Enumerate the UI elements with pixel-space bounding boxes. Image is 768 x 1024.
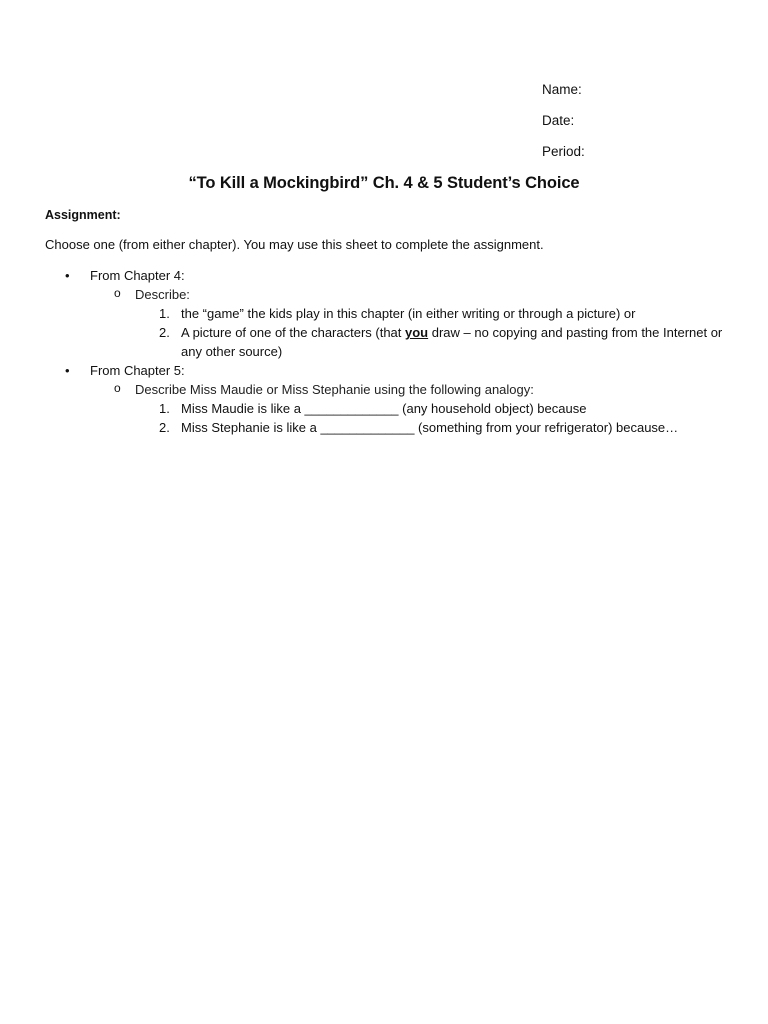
- list-item-chapter4-option2: [45, 323, 735, 361]
- chapter4-option2-text: [181, 323, 735, 361]
- list-item-chapter4-option1: [45, 304, 735, 323]
- assignment-heading: Assignment:: [45, 208, 121, 222]
- chapter4-sub-text: Describe:: [135, 287, 190, 302]
- list-item-chapter4: [45, 266, 735, 285]
- list-item-chapter5-option1: [45, 399, 735, 418]
- assignment-options-list: [45, 266, 735, 437]
- chapter4-heading: From Chapter 4:: [90, 268, 185, 283]
- option-number: 1.: [159, 306, 170, 321]
- bullet-icon: •: [65, 363, 70, 378]
- option2-text-before: A picture of one of the characters (that: [181, 325, 406, 340]
- assignment-intro: Choose one (from either chapter). You may use this sheet to complete the assignment.: [45, 237, 544, 252]
- page-title: “To Kill a Mockingbird” Ch. 4 & 5 Student’s Choice: [188, 174, 580, 192]
- option-number: 1.: [159, 401, 170, 416]
- period-label: Period:: [542, 144, 585, 159]
- chapter5-option1-text: Miss Maudie is like a _____________ (any household object) because: [181, 401, 587, 416]
- option2-text-after: draw – no copying and pasting from the Internet or any other source): [181, 325, 723, 359]
- bullet-icon: •: [65, 268, 70, 283]
- chapter4-option1-text: the “game” the kids play in this chapter (in either writing or through a picture) or: [181, 306, 636, 321]
- chapter5-sub-text: Describe Miss Maudie or Miss Stephanie using the following analogy:: [135, 382, 534, 397]
- sub-bullet-icon: o: [114, 381, 121, 395]
- chapter5-option2-text: Miss Stephanie is like a _____________ (something from your refrigerator) because…: [181, 420, 679, 435]
- date-label: Date:: [542, 113, 575, 128]
- list-item-chapter5: [45, 361, 735, 380]
- list-item-chapter4-sub: [45, 285, 735, 304]
- chapter5-heading: From Chapter 5:: [90, 363, 185, 378]
- sub-bullet-icon: o: [114, 286, 121, 300]
- emphasis-you: you: [405, 325, 429, 340]
- name-label: Name:: [542, 82, 582, 97]
- option-number: 2.: [159, 420, 170, 435]
- list-item-chapter5-option2: [45, 418, 735, 437]
- list-item-chapter5-sub: [45, 380, 735, 399]
- option-number: 2.: [159, 325, 170, 340]
- student-info-fields: [542, 81, 742, 174]
